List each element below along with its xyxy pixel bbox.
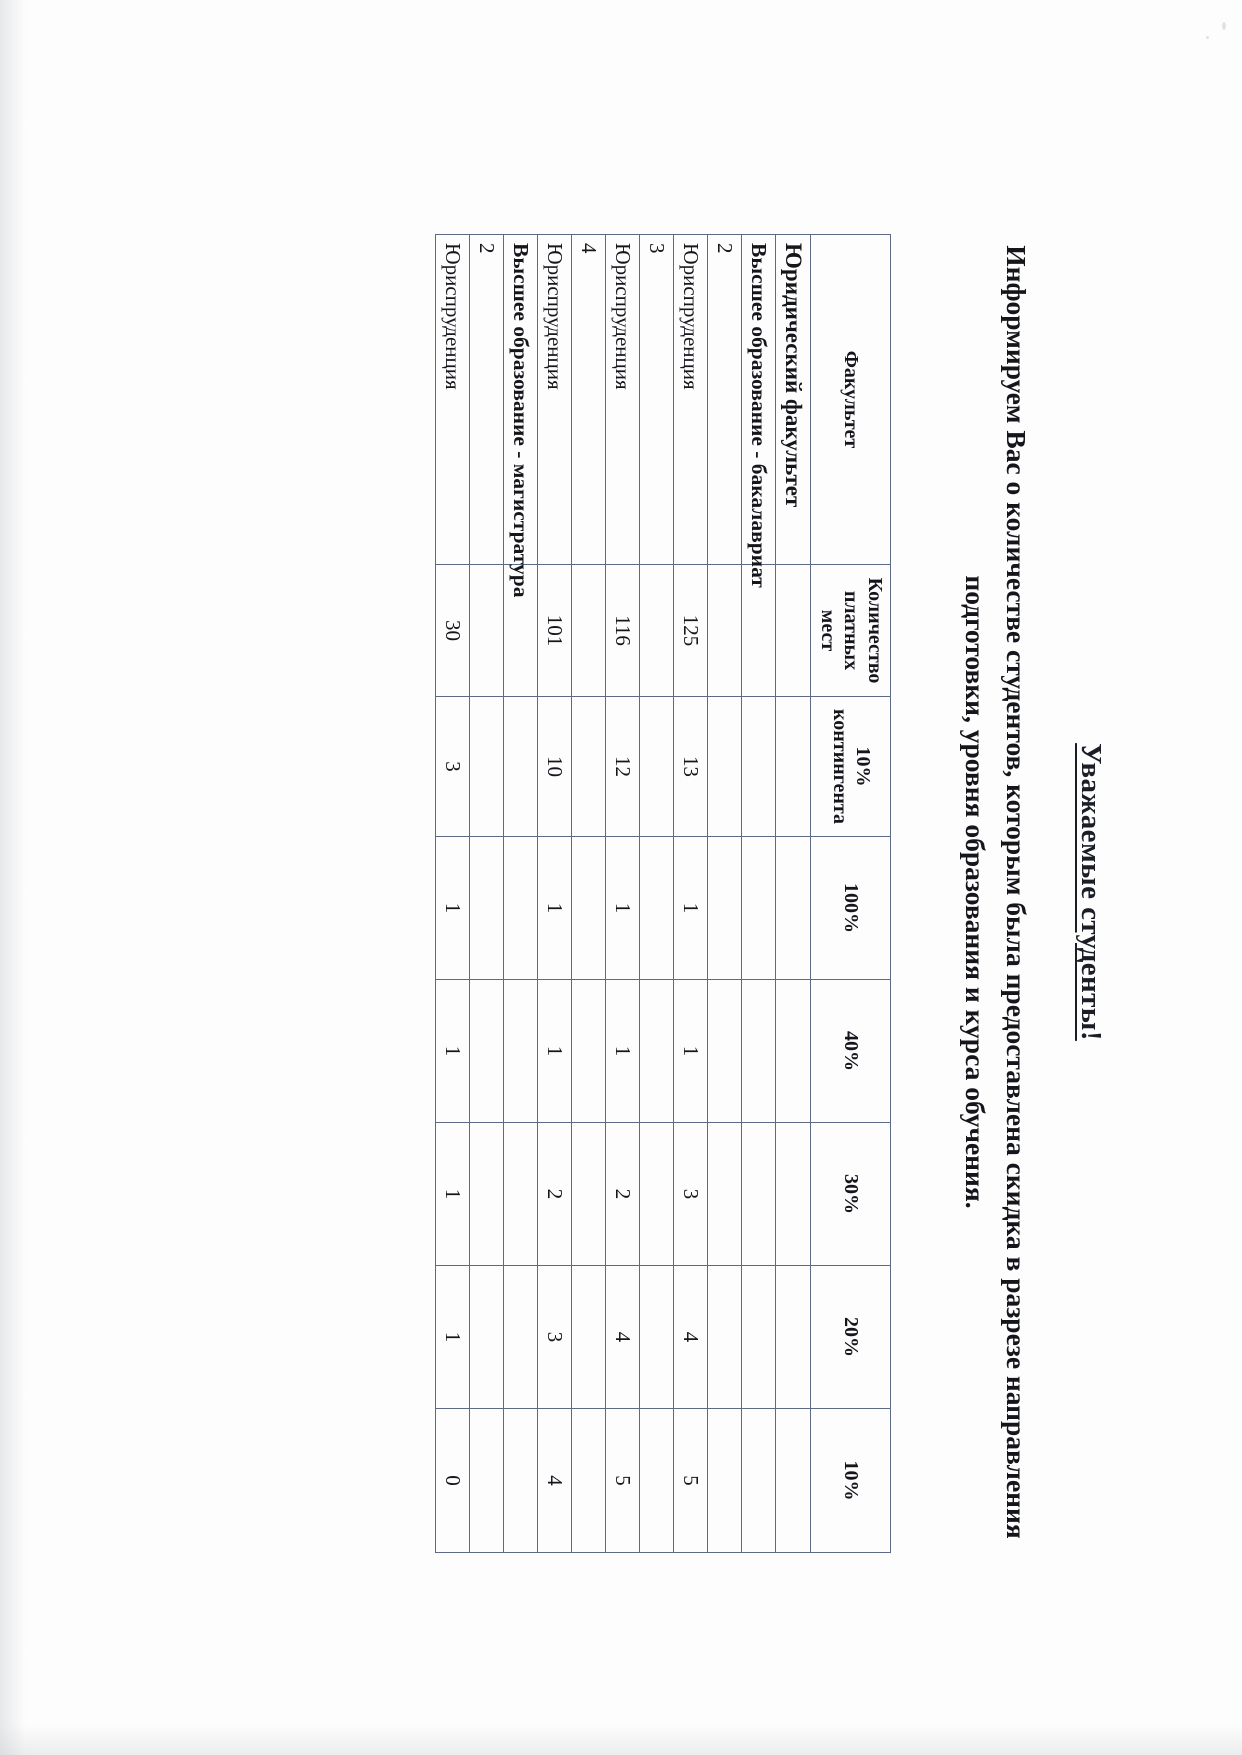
row-value-cell [572, 696, 606, 836]
row-value-cell [504, 1265, 538, 1408]
scan-edge-shadow-left [0, 0, 26, 1755]
row-value-cell [742, 1122, 776, 1265]
row-value-cell [640, 836, 674, 979]
row-label-cell: Юридический факультет [776, 234, 811, 564]
row-value-cell [504, 696, 538, 836]
row-value-cell [708, 1265, 742, 1408]
row-label-cell: Юриспруденция [538, 234, 572, 564]
table-row [470, 234, 504, 1552]
discount-report-table [435, 234, 891, 1553]
row-value-cell [572, 1122, 606, 1265]
scan-speck [1222, 22, 1226, 30]
row-value-cell [640, 696, 674, 836]
table-row [640, 234, 674, 1552]
scan-edge-shadow-bottom [0, 1725, 1242, 1755]
row-value-cell [776, 1265, 811, 1408]
row-value-cell [742, 696, 776, 836]
row-value-cell [640, 1122, 674, 1265]
row-value-cell [470, 1122, 504, 1265]
table-row [742, 234, 776, 1552]
row-value-cell [708, 696, 742, 836]
row-value-cell: 2 [538, 1122, 572, 1265]
page-rotor [63, 112, 1163, 1672]
row-label-cell: 2 [470, 234, 504, 564]
row-value-cell [504, 836, 538, 979]
row-value-cell [504, 1122, 538, 1265]
row-value-cell: 4 [674, 1265, 708, 1408]
table-row [504, 234, 538, 1552]
row-value-cell [572, 564, 606, 696]
row-value-cell [572, 1408, 606, 1552]
table-header [811, 234, 891, 1552]
row-value-cell: 1 [436, 979, 470, 1122]
row-value-cell [776, 979, 811, 1122]
row-value-cell [708, 1122, 742, 1265]
row-value-cell [742, 836, 776, 979]
salutation-heading: Уважаемые студенты! [1075, 742, 1107, 1041]
scan-speck [1206, 36, 1209, 39]
row-label-cell: Юриспруденция [606, 234, 640, 564]
row-value-cell [742, 1265, 776, 1408]
row-value-cell [776, 696, 811, 836]
row-value-cell: 10 [538, 696, 572, 836]
row-label-cell: 3 [640, 234, 674, 564]
row-value-cell [640, 1408, 674, 1552]
row-value-cell: 4 [606, 1265, 640, 1408]
column-header-discount-40: 40% [811, 979, 891, 1122]
column-header-discount-30: 30% [811, 1122, 891, 1265]
row-label-cell: 4 [572, 234, 606, 564]
row-label-cell: Высшее образование - бакалавриат [742, 234, 776, 564]
row-value-cell [742, 1408, 776, 1552]
row-value-cell: 1 [674, 979, 708, 1122]
row-value-cell: 2 [606, 1122, 640, 1265]
row-value-cell: 1 [674, 836, 708, 979]
row-value-cell: 12 [606, 696, 640, 836]
report-table-wrapper [435, 234, 891, 1552]
row-value-cell [470, 1408, 504, 1552]
row-value-cell [708, 836, 742, 979]
column-header-discount-100: 100% [811, 836, 891, 979]
row-label-cell: Юриспруденция [436, 234, 470, 564]
row-value-cell [776, 1408, 811, 1552]
intro-paragraph: Информируем Вас о количестве студентов, которым была предоставлена скидка в разрезе направления подготовки, уровня образования и курса обучения. [959, 244, 1032, 1539]
row-value-cell: 3 [674, 1122, 708, 1265]
table-row [606, 234, 640, 1552]
row-value-cell [470, 836, 504, 979]
row-value-cell: 0 [436, 1408, 470, 1552]
column-header-discount-10: 10% [811, 1408, 891, 1552]
row-value-cell: 1 [436, 1122, 470, 1265]
row-value-cell [708, 564, 742, 696]
table-row [436, 234, 470, 1552]
row-value-cell: 3 [538, 1265, 572, 1408]
row-value-cell: 116 [606, 564, 640, 696]
row-value-cell [470, 979, 504, 1122]
row-value-cell [776, 1122, 811, 1265]
row-label-cell: Высшее образование - магистратура [504, 234, 538, 564]
row-value-cell [470, 696, 504, 836]
row-value-cell [572, 979, 606, 1122]
row-value-cell [776, 564, 811, 696]
row-value-cell: 1 [436, 1265, 470, 1408]
row-value-cell [572, 1265, 606, 1408]
table-row [538, 234, 572, 1552]
row-value-cell: 1 [606, 836, 640, 979]
row-value-cell [640, 979, 674, 1122]
row-value-cell: 30 [436, 564, 470, 696]
row-value-cell: 5 [674, 1408, 708, 1552]
row-value-cell: 1 [606, 979, 640, 1122]
row-value-cell: 1 [538, 836, 572, 979]
row-value-cell: 13 [674, 696, 708, 836]
row-value-cell [470, 564, 504, 696]
row-value-cell: 3 [436, 696, 470, 836]
column-header-ten-percent-contingent: 10% контингента [811, 696, 891, 836]
row-value-cell [708, 1408, 742, 1552]
row-value-cell: 5 [606, 1408, 640, 1552]
row-label-cell: Юриспруденция [674, 234, 708, 564]
column-header-faculty: Факультет [811, 234, 891, 564]
table-row [572, 234, 606, 1552]
table-row [776, 234, 811, 1552]
row-value-cell [640, 564, 674, 696]
row-value-cell: 125 [674, 564, 708, 696]
row-value-cell [504, 979, 538, 1122]
row-value-cell: 1 [436, 836, 470, 979]
table-row [674, 234, 708, 1552]
row-value-cell: 101 [538, 564, 572, 696]
document-body [63, 112, 1163, 1672]
row-value-cell [640, 1265, 674, 1408]
table-row [708, 234, 742, 1552]
row-label-cell: 2 [708, 234, 742, 564]
column-header-discount-20: 20% [811, 1265, 891, 1408]
table-header-row [811, 234, 891, 1552]
row-value-cell [572, 836, 606, 979]
row-value-cell [504, 1408, 538, 1552]
row-value-cell [776, 836, 811, 979]
column-header-paid-seats: Количество платных мест [811, 564, 891, 696]
row-value-cell [708, 979, 742, 1122]
row-value-cell: 4 [538, 1408, 572, 1552]
row-value-cell: 1 [538, 979, 572, 1122]
row-value-cell [742, 979, 776, 1122]
row-value-cell [470, 1265, 504, 1408]
table-body [436, 234, 811, 1552]
